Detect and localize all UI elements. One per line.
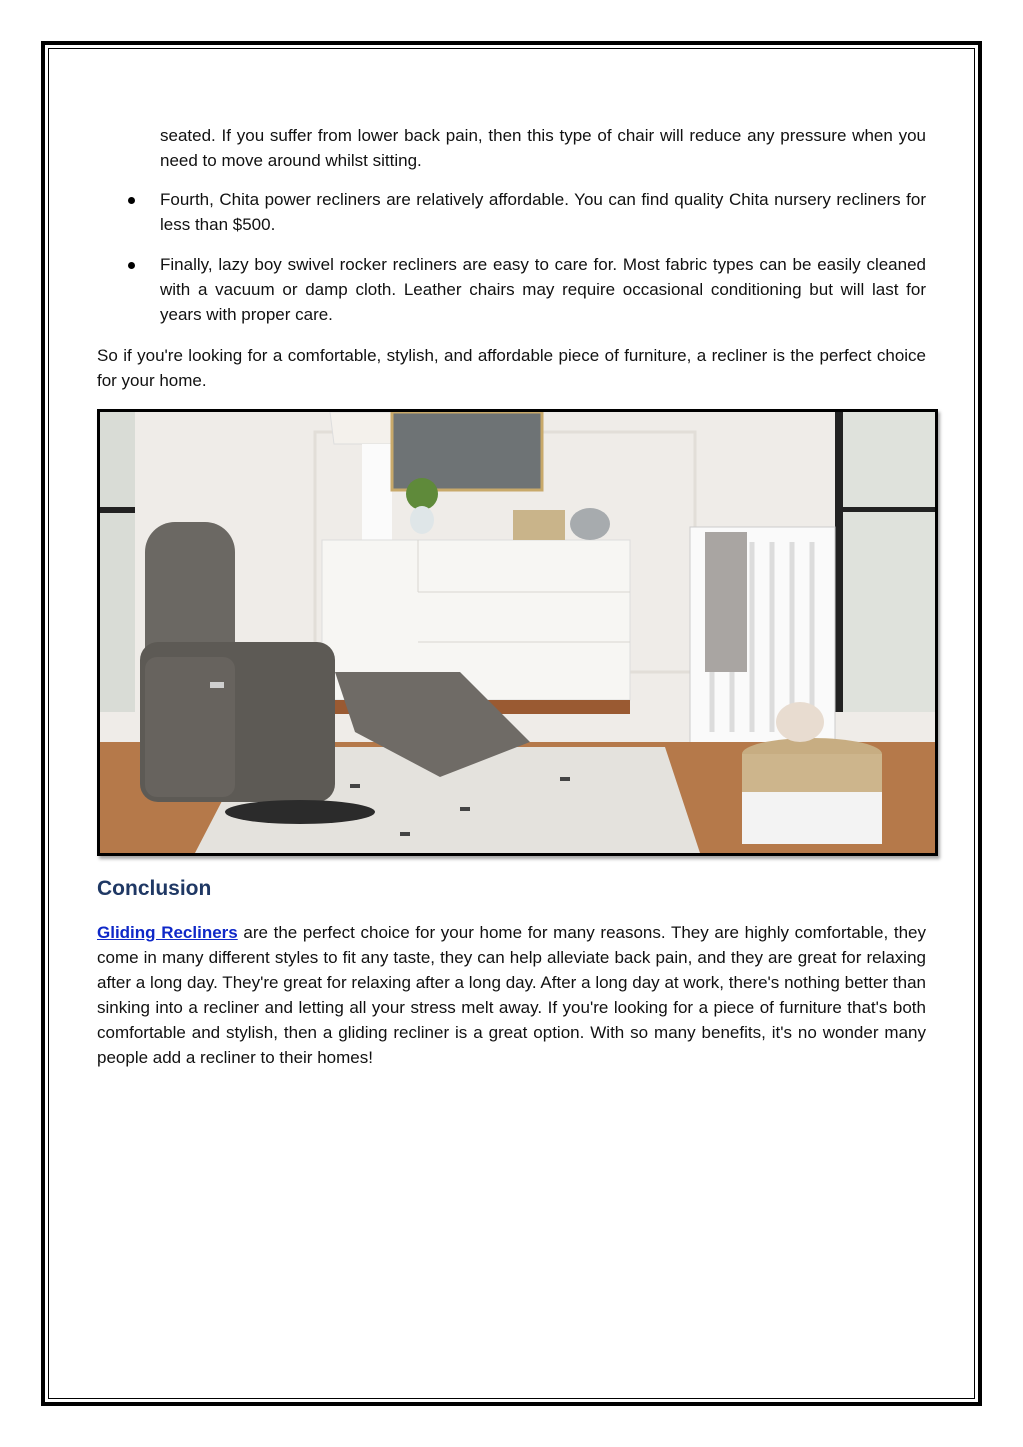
conclusion-heading: Conclusion xyxy=(97,877,212,900)
bullet-item xyxy=(0,252,926,327)
bullet-icon xyxy=(128,262,135,269)
conclusion-paragraph xyxy=(97,920,926,1070)
continuation-text: seated. If you suffer from lower back pain, then this type of chair will reduce any pressure when you need to move around whilst sitting. xyxy=(160,126,926,170)
bullet-item xyxy=(0,187,926,237)
bullet-list xyxy=(0,187,926,342)
bullet-text: Fourth, Chita power recliners are relatively affordable. You can find quality Chita nursery recliners for less than $500. xyxy=(160,190,926,234)
bullet-icon xyxy=(128,197,135,204)
summary-paragraph: So if you're looking for a comfortable, stylish, and affordable piece of furniture, a recliner is the perfect choice for your home. xyxy=(97,346,926,390)
recliner-nursery-photo xyxy=(97,409,938,856)
conclusion-body: are the perfect choice for your home for many reasons. They are highly comfortable, they come in many different styles to fit any taste, they can help alleviate back pain, and they are great for relaxing after a long day. They're great for relaxing after a long day. After a long day at work, there's nothing better than sinking into a recliner and letting all your stress melt away. If you're looking for a piece of furniture that's both comfortable and stylish, then a gliding recliner is a great option. With so many benefits, it's no wonder many people add a recliner to their homes! xyxy=(97,923,927,1067)
gliding-recliners-link[interactable]: Gliding Recliners xyxy=(97,923,238,942)
bullet-text: Finally, lazy boy swivel rocker recliners are easy to care for. Most fabric types can be easily cleaned with a vacuum or damp cloth. Leather chairs may require occasional conditioning but will last for years with proper care. xyxy=(160,255,926,324)
